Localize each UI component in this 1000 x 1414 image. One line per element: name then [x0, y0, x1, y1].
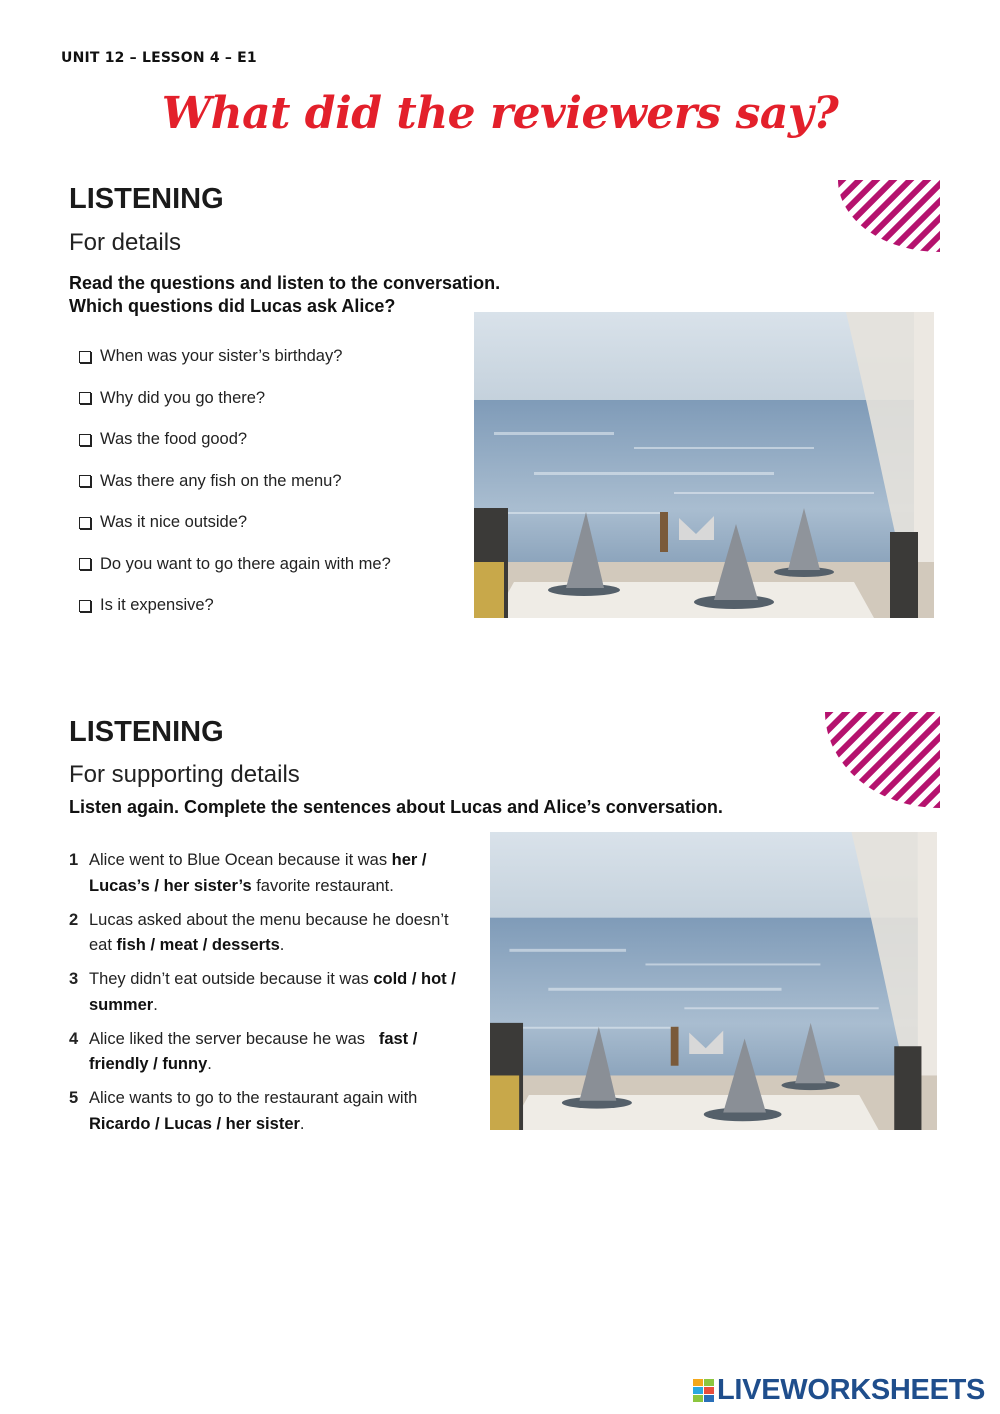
- question-text: Do you want to go there again with me?: [100, 554, 391, 573]
- sentence-pre: Alice liked the server because he was: [89, 1029, 379, 1048]
- list-item: [69, 848, 469, 899]
- sentence-post: .: [299, 1114, 305, 1133]
- list-item: [69, 1027, 469, 1078]
- section1-heading: LISTENING: [69, 183, 224, 215]
- instruction-line-1: Read the questions and listen to the conversation.: [69, 273, 501, 293]
- sentence-pre: Alice went to Blue Ocean because it was: [89, 851, 392, 869]
- sentence-pre: Alice wants to go to the restaurant again with: [89, 1089, 418, 1107]
- list-item: [79, 336, 469, 378]
- sentence-list: [69, 848, 469, 1146]
- list-item: [79, 461, 469, 503]
- question-checklist: [79, 336, 469, 627]
- instruction-line-2: Which questions did Lucas ask Alice?: [69, 296, 396, 316]
- item-number: 2: [69, 910, 79, 929]
- item-number: 3: [69, 970, 79, 988]
- list-item: [79, 419, 469, 461]
- sentence-pre: They didn’t eat outside because it was: [89, 970, 374, 988]
- question-text: Was there any fish on the menu?: [100, 471, 342, 490]
- list-item: [79, 502, 469, 544]
- sentence-pre: Lucas asked about the menu because he doesn’t eat: [89, 910, 449, 954]
- list-item: [69, 1086, 469, 1137]
- list-item: [79, 585, 469, 627]
- stripe-decoration-2: [825, 712, 940, 808]
- sentence-post: .: [153, 995, 158, 1014]
- question-text: Was it nice outside?: [100, 513, 248, 532]
- list-item: [69, 908, 469, 959]
- sentence-text: [89, 967, 469, 1018]
- checkbox[interactable]: [79, 517, 91, 529]
- sentence-post: .: [207, 1055, 212, 1073]
- seaside-restaurant-photo-2: [490, 832, 937, 1130]
- sentence-text: [89, 1027, 469, 1078]
- checkbox[interactable]: [79, 558, 91, 570]
- item-number: 1: [69, 851, 79, 869]
- sentence-text: [89, 848, 469, 899]
- question-text: When was your sister’s birthday?: [100, 347, 343, 366]
- sentence-text: [89, 908, 469, 959]
- section2-subheading: For supporting details: [69, 761, 300, 788]
- question-text: Is it expensive?: [100, 596, 214, 615]
- item-number: 4: [69, 1029, 79, 1048]
- question-text: Why did you go there?: [100, 388, 266, 407]
- liveworksheets-logo-icon: [693, 1379, 715, 1403]
- list-item: [79, 378, 469, 420]
- unit-label: UNIT 12 – LESSON 4 – E1: [61, 50, 257, 66]
- logo-text: LIVEWORKSHEETS: [717, 1374, 986, 1406]
- list-item: [69, 967, 469, 1018]
- answer-options[interactable]: cold / hot / summer: [89, 970, 456, 1014]
- answer-options[interactable]: her / Lucas’s / her sister’s: [89, 851, 427, 895]
- section2-heading: LISTENING: [69, 716, 224, 748]
- page-title: What did the reviewers say?: [161, 88, 839, 139]
- item-number: 5: [69, 1089, 79, 1107]
- answer-options[interactable]: Ricardo / Lucas / her sister: [89, 1114, 300, 1133]
- checkbox[interactable]: [79, 351, 91, 363]
- stripe-decoration-1: [838, 180, 940, 252]
- checkbox[interactable]: [79, 600, 91, 612]
- list-item: [79, 544, 469, 586]
- checkbox[interactable]: [79, 475, 91, 487]
- sentence-post: favorite restaurant.: [251, 876, 394, 895]
- answer-options[interactable]: fish / meat / desserts: [116, 936, 280, 954]
- answer-options[interactable]: fast / friendly / funny: [89, 1029, 422, 1073]
- sentence-post: .: [279, 936, 285, 954]
- question-text: Was the food good?: [100, 430, 248, 449]
- sentence-text: [89, 1086, 469, 1137]
- seaside-restaurant-photo: [474, 312, 934, 618]
- section1-instruction: [69, 272, 500, 318]
- checkbox[interactable]: [79, 392, 91, 404]
- section2-instruction: Listen again. Complete the sentences about Lucas and Alice’s conversation.: [69, 797, 723, 817]
- section1-subheading: For details: [69, 229, 182, 256]
- liveworksheets-logo: [693, 1374, 985, 1407]
- checkbox[interactable]: [79, 434, 91, 446]
